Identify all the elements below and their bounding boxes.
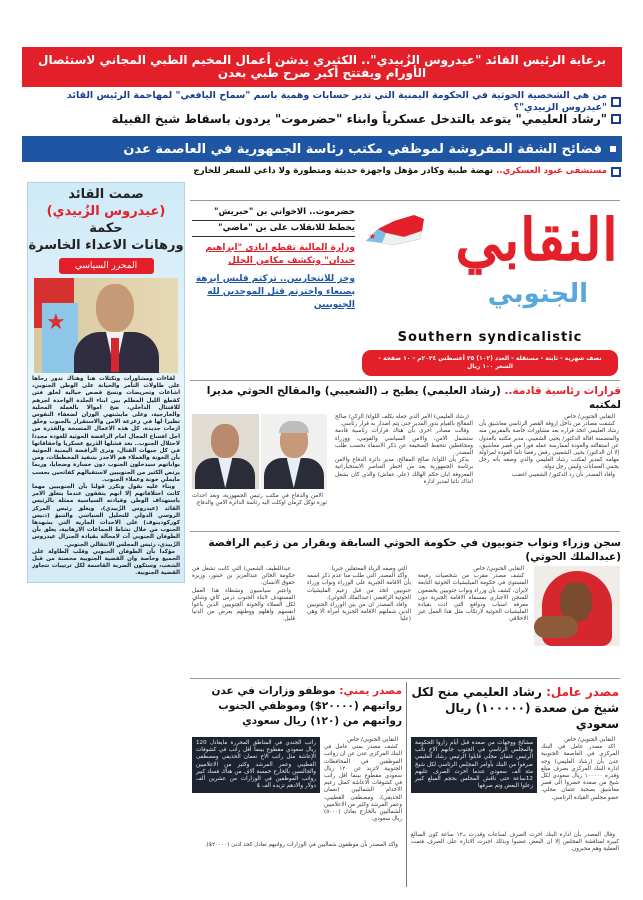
salaries-column-narrow — [324, 737, 402, 823]
logo-arabic-subtitle: الجنوبي — [487, 279, 588, 309]
sidebar-title-line3: ورهانات الاعداء الخاسرة — [28, 238, 184, 253]
story-paragraph: التي وصفه الرباء المعتقلين جبريا. — [329, 566, 407, 572]
masthead-logo — [360, 205, 618, 327]
story-paragraph: واكد المصدر بأن موظفون شماليين في الوزارات رواتبهم تعادل كحد ادنى (٢٠٠٠٠$). — [204, 842, 398, 848]
finance-ministry-headline[interactable]: وزارة المالية تقطع ايادي "ابراهيم حيدان" وتكشف مكامن الخلل — [205, 243, 355, 266]
official-photo-2 — [192, 414, 259, 489]
salaries-quote-box: راتب الجندي في المناطق المحررة مايعادل 120 ريال سعودي مقطوع بينما أقل راتب في كشوفات الإعاشة مثل راتب الاخ نعمان الحذيفي ومصطفى القطيبي وعمر المرشد وكثير من الاعلاميين والجالسين بالخارج خمسة آلاف من هناك فساد كبير رواتب الموظفين في الوزارات من عشرين ألف دولار والادهم تزيده ألف $ — [192, 737, 320, 793]
person-tie — [111, 338, 119, 372]
divider — [190, 380, 620, 381]
square-bullet-icon — [611, 97, 621, 107]
story-paragraph: وأكد المصدر التي طلب منا عدم ذكر اسمه بأن الاقامة الجبرية على الوزراء ونواب وزراء جنوبيين اتخذ من قبل زعيم المليشيات الحوثية الرافضي (عبدالملك الحوثي). — [307, 573, 411, 601]
sidebar-body — [28, 373, 184, 578]
minister-woman-photo — [534, 566, 620, 646]
decisions-column-left — [192, 493, 327, 507]
sheikhs-quote-box: مشائخ ووجهات من صعدة قبل أيام زاروا الحكومة والمجلس الرئاسي في الجنوب جابهم الاخ نائب الرئيس عثمان مجلي قابلوا الرئيس رشاد العليمي صرفوا من البنك بأوامر المجلس الرئاسي لكل شيخ مئة ألف سعودي عندما أخرت الصرف عليهم 12ساعة حتى ناقش المجلس بحجم المبلغ كبير زعلوا البعض وتم صرفها — [411, 737, 537, 793]
divider — [190, 531, 620, 532]
square-bullet-icon — [611, 167, 621, 177]
sidebar-paragraph: لقاءات ومشاورات وتكتلات هنا وهناك تدور رحاها على طاولات التآمر والخيانة على الوطن الجنوبي، اشاعات وتحريضات ونسج قصص خيالية لخلق فتن كقطع الليل المظلم بين ابناء الجلدة الواحدة لجرهم للاقتتال الداخلي، ضخ اموالا بالعملة المحلية والخارجية، وعلى مايشتهي الوزان لضعفاء النفوس تظيرا لها في زعزعة الامن والاستقرار بالجنوب وخلق ازمات جديدة، كل هذه الاعمال المتسخة والقذرة من اجل افساح المجال امام الرافضة الحوثية للعودة مجددا لاحتلال الجنوب.. بعد فشلها الذريع عسكريا واخفاقاتها في كل جبهات القتال، وترى الرافضة اليمنية الحوثية بأن الخونة والعملاء هم الاجدر بتنفيذ المخططات، ومن بواباتهم سيدخلون الجنوب دون خسارة وضحايا، وربما يرتص الكثير من الجنوبيين لاستقبالهم كفاتحين بحسب مايملي خونة وعملاء الجنوب. — [32, 376, 180, 483]
sidebar-paragraph: مؤكدا بأن الطوفان الجنوبي وقلب الطاولة على الجميع وخاصة وان القضية الجنوبية محصنة من قبل الشعب، وستكون الضربة القاسمة لكل ترتيبات تتجاوز القضية الجنوبية. — [32, 548, 180, 577]
prison-column-left — [192, 566, 295, 624]
bullet-headline-1[interactable] — [21, 90, 621, 114]
story-paragraph: كشفت مصادر من داخل اروقة القصر الرئاسي معاشيق بأن رشاد العليمي اتخذ قراره بعد مشاورات خاصة بالمقربين منه والمتضمنة اقالة الدكتور/ يحيى الشعيبي، مدير مكتبه بالعدول عن استقالته والعودة لممارسة عمله فورا من قصر معاشيق، إلا ان الدكتور/ يحيى الشعيبي رفض رفضا تاما العودة لمزاولة مهامه كمدير لمكتب رشاد العليمي والذي وصفه بأنه رجل يحمي العصابات وليس رجل دولة. — [479, 421, 619, 471]
svg-text:★: ★ — [368, 232, 376, 241]
divider — [190, 678, 620, 679]
salaries-headline-black: موظفو وزارات في عدن رواتبهم (٢٠٠٠٠$) وموظفي الجنوب رواتبهم من (١٢٠) ريال سعودي — [211, 685, 402, 727]
salaries-column-wide — [192, 842, 402, 849]
hadramout-headline-1[interactable]: حضرموت.. الاخواني بن "حبريش" — [192, 205, 355, 221]
story-paragraph: وافاد المصدر ان من بين الوزراء الجنوبيين الذين شملتهم الاقامة الجبرية امرأة ألا وهي (عليا — [307, 602, 411, 623]
flag-star-icon: ★ — [46, 310, 66, 335]
story-paragraph: كشف مصدر يمني عامل في البنك المركزي عدن عن ان رواتب الموظفين في المحافظات الجنوبية لاتزيد عن ١٢٠ ريال سعودي مقطوع بينما اقل راتب في كشوفات الاعاشة كمثل زعيم الاخدام الشماليين (نعمان الحذيفي)، ومصطفى القطيبي، وعمر المرشد وكثير من الاعلاميين الشماليين بالخارج يعادل (٥٠٠٠) ريال سعودي. — [324, 744, 403, 823]
decisions-headline-black: (رشاد العليمي) يطيح بـ (الشعيبي) والمقالح الحوثي مديرا لمكتبه — [206, 385, 621, 411]
person-hand — [534, 616, 578, 638]
byline: النقابي الجنوبي/ خاص — [564, 737, 615, 743]
story-paragraph: وقالت مصادر اخرى بأن هناك قرارات رئاسية قادمة ستشمل الامن، والامن السياسي والقومي، ووزراء ومحافظين تتحفظ الصحيفة عن ذكر الاسماء بحسب طلب المصدر. — [335, 428, 473, 457]
story-paragraph: واعتبر سياسيون ونشطاء هذا العمل المستهدف لابناء الجنوب درس كافٍ وشافٍ لكل العملاء والخونة الجنوبيين الذين باعوا انفسهم واهلهم ووطنهم بعرض من الدنيا قليل. — [192, 587, 295, 623]
logo-arabic-name: النقابي — [455, 206, 618, 274]
masthead-headlines — [192, 205, 355, 312]
sheikhs-headline-red: مصدر عامل: — [546, 685, 619, 699]
hospital-headline-red: مستشفى عبود العسكري.. — [496, 166, 607, 176]
sheikhs-column-wide — [411, 832, 619, 854]
prison-column-right — [418, 566, 528, 624]
hospital-headline[interactable] — [176, 166, 621, 177]
sidebar-title-name: (عيدروس الزُبيدي) — [46, 204, 166, 219]
column-divider — [406, 682, 407, 887]
byline: النقابي الجنوبي/ خاص — [347, 737, 398, 743]
sidebar-paragraph: وبناء عليه نقول ونكرر قولنا بأن الجنوبيين مهما كانت اختلافاتهم إلا انهم يتفقون عندما يتعلق الامر باستهداف الوطن وقيادته السياسية ممثلة بالرئيس القائد (عيدروس الزُبيدي)، ويعلق رئيس المركز الروسي الدولي للتحليل السياسي والتنبؤ (دنيس كوركودينوف) على الاحداث الجارية التي يشهدها الجنوب من خلال نشاط الجماعات الارهابية، يعلق بأن الطوفان الجنوبي آت لامحالة بقيادة الجنرال عيدروس الزُبيدي، رئيس المجلس الانتقالي الجنوبي. — [32, 484, 180, 548]
suicide-bombers-headline[interactable]: وخز للانتحاريين.. تركتم قليس ابرهة بصنعاء واخترتم قتل الموحدين لله الجنوبيين — [195, 274, 355, 310]
byline: النقابي الجنوبي/ خاص — [564, 414, 615, 420]
sidebar-title-line1: صمت القائد — [68, 187, 144, 202]
divider — [190, 200, 620, 201]
story-paragraph: وافاد المصدر بأن رد الدكتور/ الشعيبي اغضب — [511, 471, 615, 478]
salaries-headline-red: مصدر يمني: — [339, 685, 402, 697]
top-red-banner-headline[interactable]: برعاية الرئيس القائد "عيدروس الزُبيدي".. الكثيري يدشن أعمال المخيم الطبي المجاني لاستئصال الأورام ويفتتح أكبر صرح طبي بعدن — [22, 47, 622, 87]
byline: النقابي الجنوبي/ خاص — [473, 566, 524, 572]
person-hair — [279, 421, 309, 433]
story-paragraph: وقال المصدر بأن ادارة البنك اخرت الصرف لساعات وقدرت بـ١٢ ساعة كون المبالغ كبيرة لمناقشة المجلس إلا ان البعض غضبوا وبذلك اجبرت الادارة على الصرف فتمت العملية وهم مجبرون. — [411, 832, 619, 853]
square-bullet-icon — [608, 144, 618, 154]
story-paragraph: اكد مصدر عامل في البنك المركزي في العاصمة الجنوبية عدن بأن (رشاد العليمي) وجه ادارة البنك المركزي بصرف مبلغ وقدره ١٠٠٠٠٠ ريال سعودي لكل شيخ من صعدة حضروا الى قصر معاشيق بصحبة عثمان مجلي، عضو مجلس القيادة الرئاسي. — [541, 744, 619, 801]
bullet-headline-text: "رشاد العليمي" يتوعد بالتدخل عسكرياً وابناء "حضرموت" يردون باسقاط شيخ القبيلة — [111, 112, 607, 126]
hospital-headline-black: نهضة طبية وكادر مؤهل واجهزة حديثة ومتطورة ولا داعي للسفر للخارج — [193, 166, 494, 176]
sidebar-title[interactable] — [28, 186, 184, 254]
square-bullet-icon — [611, 114, 621, 124]
sidebar-title-rest: حكمة — [89, 221, 123, 236]
person-head — [211, 424, 239, 458]
sheikhs-headline-black: رشاد العليمي منح لكل شيخ من صعدة (١٠٠٠٠٠) ريال سعودي — [411, 685, 619, 731]
prison-column-mid — [307, 566, 411, 624]
issue-info-pill: نصف شهرية - ثابتة - مستقلة - العدد (١٠٢) ٢٥ أغسطس ٢٠٢٤م - ١٠ صفحة - السعر ١٠٠ ريال — [362, 350, 618, 376]
sheikhs-column-narrow — [541, 737, 619, 802]
story-paragraph: (رشاد العليمي) الامر الذي جعله يكلف اللواء/ الركن/ صالح المقالح بالقيام بدور المدير حتى يتم اصدار به قرار رئاسي. — [335, 414, 473, 428]
sidebar-title-line2 — [28, 203, 184, 237]
decisions-column-mid — [335, 414, 473, 486]
author-ribbon: المحرر السياسي — [59, 258, 154, 274]
sheikhs-headline[interactable] — [409, 684, 619, 732]
prison-headline[interactable]: سجن وزراء ونواب جنوبيون في حكومة الحوثي السابقة وبقرار من زعيم الرافضة (عبدالملك الحوثي) — [208, 537, 621, 563]
hadramout-headline-2[interactable]: يخطط للانقلاب على بن "ماضي" — [192, 221, 355, 237]
officials-photos — [192, 414, 327, 489]
south-yemen-map-flag-icon — [364, 211, 426, 245]
person-head — [96, 284, 134, 332]
story-paragraph: عبداللطيف الشعبي) التي كانت تشغل في حكومة الخائن عبدالعزيز بن حبتور، وزيرة حقوق الانسان. — [192, 566, 295, 587]
story-paragraph: الامن والدفاع في مكتب رئيس الجمهورية، وبعد احداث ثورة توكل كرمان اوكلت اليه رئاسة الدائرة الامن والدفاع. — [192, 493, 327, 507]
story-paragraph: يذكر بأن اللواء/ صالح المقالح، مدير دائرة الدفاع والامن برئاسة الجمهورية يعد من اخطر العناصر الاستخباراتية المعروفة ابان حكم الهالك (علي عفاش) والذي كان يشغل انذاك نائبا لمدير ادارة — [335, 457, 473, 485]
leader-photo — [34, 278, 178, 373]
decisions-headline[interactable] — [191, 384, 621, 412]
blue-banner-headline[interactable] — [22, 136, 622, 162]
decisions-column-right — [479, 414, 619, 479]
blue-banner-text: فضائح الشقة المفروشة لموظفي مكتب رئاسة الجمهورية في العاصمة عدن — [123, 141, 602, 157]
salaries-headline[interactable] — [192, 684, 402, 729]
official-photo-1 — [261, 414, 328, 489]
sidebar-opinion-column — [27, 182, 185, 583]
logo-english-name: Southern syndicalistic — [397, 330, 583, 345]
decisions-headline-red: قرارات رئاسية قادمة.. — [504, 385, 621, 397]
story-paragraph: كشف مصدر مقرب من شخصيات رفيعة المستوى في حكومة الميليشيات الحوثية التابعة لايران، كشف بأن وزراء ونواب جنوبيين يخضعون للسجن الاجباري بمسماه الاقامة الجبرية دون معرفة اسباب ودوافع التي ادت بقيادة المليشيات الحوثية لارتكاب مثل هذا العمل غير الاخلاقي — [418, 573, 528, 623]
bullet-headline-2[interactable] — [21, 112, 621, 126]
hospital-headline-wrap — [193, 166, 607, 177]
bullet-headline-text: من هي الشخصية الحوثية في الحكومة اليمنية التي تدير حسابات وهمية باسم "سماح اليافعي" لمهاجمة الرئيس القائد "عيدروس الزبيدي"؟ — [66, 90, 607, 113]
